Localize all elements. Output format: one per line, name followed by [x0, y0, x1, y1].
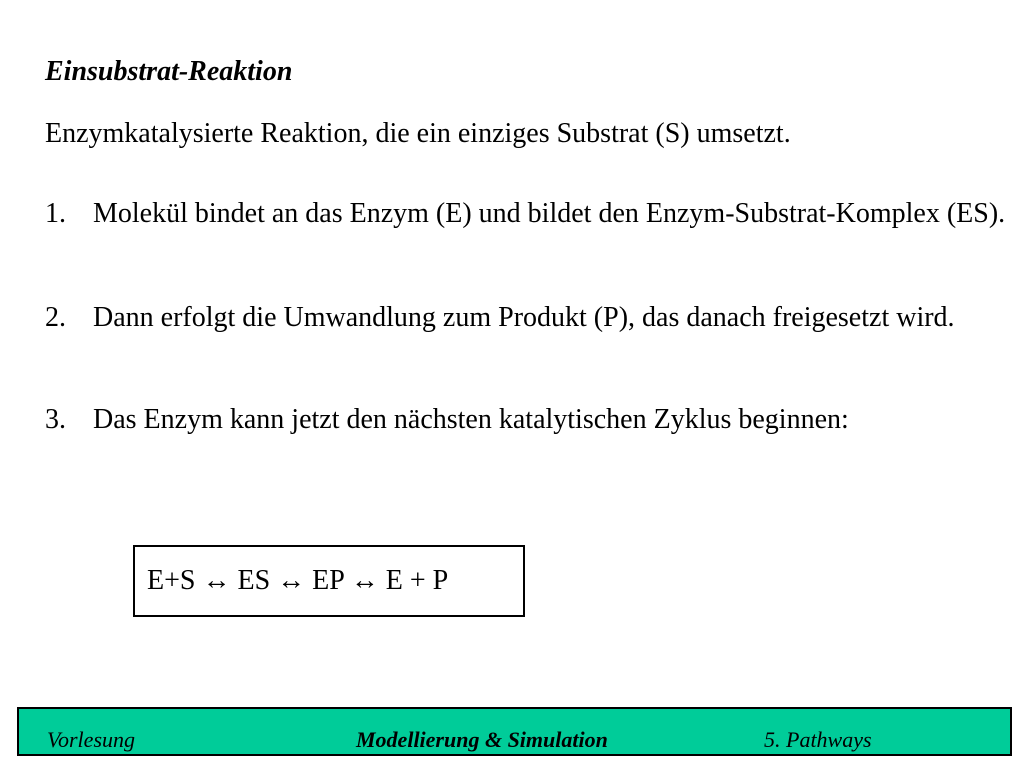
- list-item-number: 1.: [45, 198, 66, 229]
- footer-course-title: Modellierung & Simulation: [356, 727, 608, 752]
- intro-text: Enzymkatalysierte Reaktion, die ein einziges Substrat (S) umsetzt.: [45, 118, 791, 149]
- footer-bar: [17, 707, 1012, 756]
- list-item: [45, 194, 1015, 234]
- list-item-text: Molekül bindet an das Enzym (E) und bildet den Enzym-Substrat-Komplex (ES).: [93, 198, 1006, 229]
- footer-lecture-label: Vorlesung: [47, 727, 135, 752]
- list-item-number: 2.: [45, 302, 66, 333]
- list-item: [45, 298, 1015, 338]
- list-item-text: Das Enzym kann jetzt den nächsten katalytischen Zyklus beginnen:: [93, 404, 849, 435]
- slide-title: Einsubstrat-Reaktion: [45, 56, 293, 87]
- reaction-equation: E+S ↔ ES ↔ EP ↔ E + P: [133, 545, 525, 617]
- list-item-number: 3.: [45, 404, 66, 435]
- list-item-text: Dann erfolgt die Umwandlung zum Produkt (P), das danach freigesetzt wird.: [93, 302, 955, 333]
- footer-chapter: 5. Pathways: [764, 727, 872, 752]
- list-item: [45, 400, 1015, 440]
